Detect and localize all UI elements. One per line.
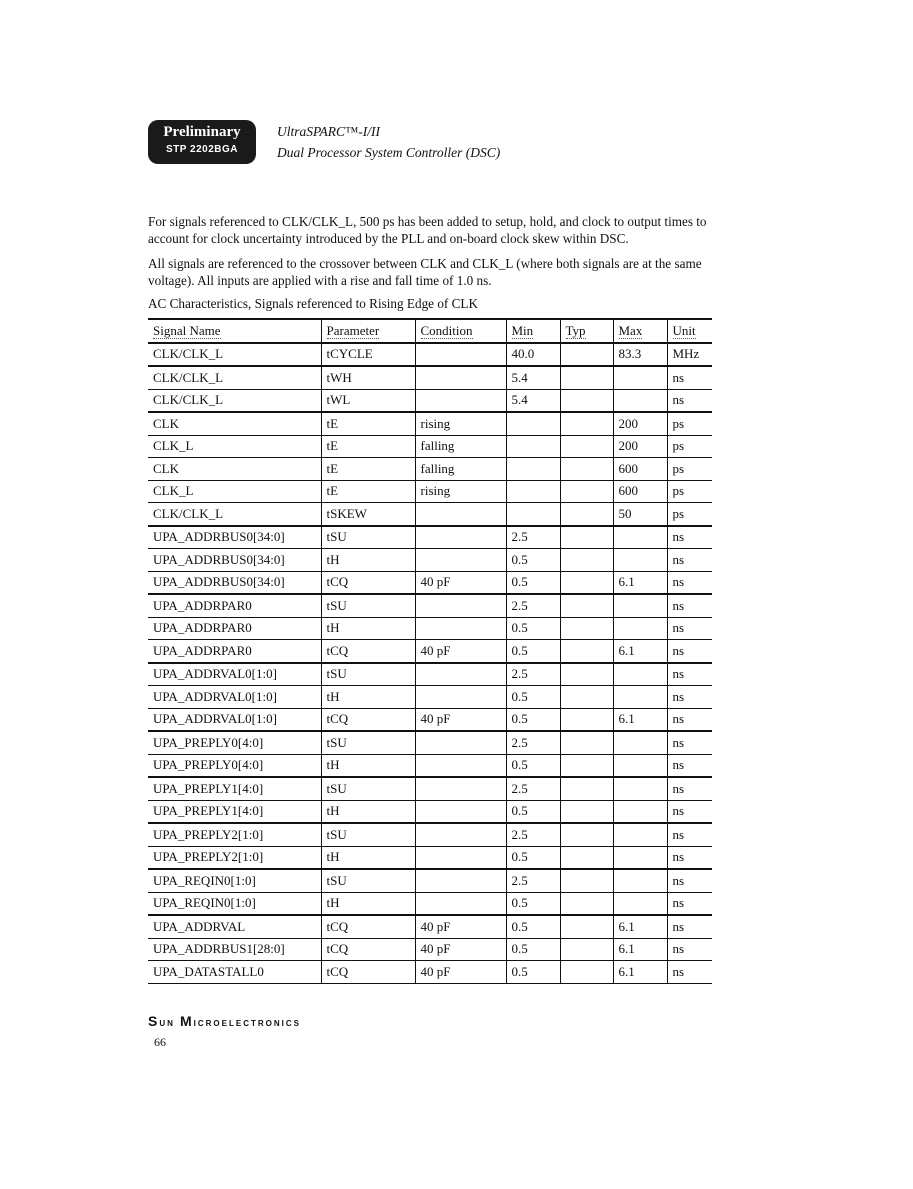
header-signal-name: Signal Name [148,319,321,343]
cell-parameter: tH [321,846,415,869]
cell-condition [415,549,506,572]
cell-signal-name: UPA_PREPLY0[4:0] [148,754,321,777]
cell-parameter: tCYCLE [321,343,415,367]
cell-parameter: tSU [321,663,415,686]
cell-typ [560,503,613,526]
cell-condition [415,526,506,549]
table-row [148,823,712,846]
cell-unit: ps [667,435,712,458]
cell-parameter: tE [321,458,415,481]
cell-unit: ns [667,686,712,709]
cell-signal-name: UPA_ADDRPAR0 [148,594,321,617]
cell-signal-name: UPA_PREPLY2[1:0] [148,846,321,869]
cell-min: 0.5 [506,640,560,663]
cell-parameter: tE [321,435,415,458]
cell-min: 0.5 [506,938,560,961]
cell-typ [560,846,613,869]
cell-min: 2.5 [506,869,560,892]
cell-parameter: tCQ [321,708,415,731]
cell-typ [560,617,613,640]
cell-unit: ns [667,961,712,984]
cell-signal-name: UPA_ADDRVAL0[1:0] [148,708,321,731]
cell-condition: 40 pF [415,708,506,731]
cell-max [613,594,667,617]
cell-min: 2.5 [506,526,560,549]
cell-max [613,869,667,892]
cell-signal-name: UPA_PREPLY1[4:0] [148,777,321,800]
cell-min: 2.5 [506,594,560,617]
cell-typ [560,686,613,709]
cell-typ [560,800,613,823]
cell-signal-name: UPA_ADDRPAR0 [148,640,321,663]
cell-min: 0.5 [506,617,560,640]
table-row [148,526,712,549]
cell-min: 2.5 [506,663,560,686]
cell-condition [415,777,506,800]
cell-unit: ns [667,777,712,800]
cell-condition [415,869,506,892]
cell-condition [415,343,506,367]
cell-condition [415,617,506,640]
cell-min [506,435,560,458]
table-row [148,503,712,526]
cell-parameter: tE [321,480,415,503]
cell-typ [560,412,613,435]
cell-typ [560,549,613,572]
cell-typ [560,938,613,961]
cell-max: 6.1 [613,961,667,984]
table-caption: AC Characteristics, Signals referenced to Rising Edge of CLK [148,296,478,311]
cell-min [506,412,560,435]
cell-unit: MHz [667,343,712,367]
table-row [148,366,712,389]
cell-parameter: tSU [321,526,415,549]
cell-unit: ns [667,846,712,869]
cell-unit: ns [667,594,712,617]
cell-unit: ns [667,526,712,549]
cell-signal-name: UPA_ADDRBUS0[34:0] [148,571,321,594]
header-parameter: Parameter [321,319,415,343]
cell-condition [415,389,506,412]
cell-signal-name: UPA_ADDRBUS1[28:0] [148,938,321,961]
cell-parameter: tSKEW [321,503,415,526]
table-row [148,663,712,686]
cell-typ [560,708,613,731]
table-row [148,938,712,961]
table-row [148,686,712,709]
header-max: Max [613,319,667,343]
cell-max: 6.1 [613,708,667,731]
badge-part-number: STP 2202BGA [165,144,238,155]
cell-max: 83.3 [613,343,667,367]
cell-max: 600 [613,458,667,481]
cell-typ [560,389,613,412]
footer-brand: Sun Microelectronics [148,1013,301,1029]
cell-typ [560,640,613,663]
cell-min: 0.5 [506,708,560,731]
cell-signal-name: CLK [148,458,321,481]
preliminary-badge [148,120,256,164]
cell-min: 0.5 [506,800,560,823]
cell-max [613,617,667,640]
cell-signal-name: UPA_REQIN0[1:0] [148,892,321,915]
cell-max [613,526,667,549]
cell-max: 6.1 [613,938,667,961]
cell-condition: falling [415,458,506,481]
table-row [148,846,712,869]
cell-unit: ps [667,503,712,526]
cell-unit: ns [667,389,712,412]
cell-unit: ns [667,869,712,892]
cell-unit: ns [667,800,712,823]
cell-parameter: tWL [321,389,415,412]
cell-max [613,892,667,915]
cell-max: 6.1 [613,915,667,938]
cell-condition: 40 pF [415,961,506,984]
cell-typ [560,915,613,938]
cell-unit: ns [667,731,712,754]
cell-parameter: tCQ [321,640,415,663]
cell-unit: ns [667,915,712,938]
cell-min: 2.5 [506,823,560,846]
cell-condition [415,800,506,823]
cell-parameter: tSU [321,869,415,892]
table-row [148,594,712,617]
cell-max [613,366,667,389]
cell-typ [560,480,613,503]
table-header-row [148,319,712,343]
cell-max [613,389,667,412]
cell-condition [415,731,506,754]
cell-typ [560,961,613,984]
table-row [148,754,712,777]
cell-typ [560,343,613,367]
cell-unit: ps [667,458,712,481]
cell-min: 0.5 [506,892,560,915]
cell-parameter: tH [321,686,415,709]
header-typ: Typ [560,319,613,343]
cell-min: 5.4 [506,389,560,412]
cell-unit: ps [667,412,712,435]
cell-signal-name: UPA_ADDRPAR0 [148,617,321,640]
cell-unit: ns [667,892,712,915]
cell-typ [560,526,613,549]
cell-parameter: tCQ [321,961,415,984]
cell-typ [560,663,613,686]
table-row [148,640,712,663]
cell-signal-name: CLK [148,412,321,435]
cell-parameter: tSU [321,731,415,754]
cell-parameter: tH [321,549,415,572]
table-row [148,731,712,754]
cell-parameter: tH [321,892,415,915]
cell-max [613,823,667,846]
cell-parameter: tCQ [321,571,415,594]
cell-max: 50 [613,503,667,526]
cell-min: 2.5 [506,777,560,800]
cell-signal-name: UPA_ADDRVAL0[1:0] [148,686,321,709]
cell-condition: 40 pF [415,640,506,663]
cell-condition [415,754,506,777]
cell-max [613,777,667,800]
cell-typ [560,731,613,754]
table-row [148,571,712,594]
cell-unit: ns [667,938,712,961]
cell-min [506,458,560,481]
cell-unit: ns [667,708,712,731]
cell-signal-name: CLK/CLK_L [148,343,321,367]
table-row [148,389,712,412]
cell-unit: ns [667,366,712,389]
cell-condition [415,892,506,915]
table-row [148,458,712,481]
cell-parameter: tH [321,754,415,777]
cell-condition: rising [415,412,506,435]
cell-max [613,549,667,572]
cell-min [506,480,560,503]
cell-signal-name: UPA_ADDRVAL [148,915,321,938]
cell-condition [415,663,506,686]
cell-parameter: tWH [321,366,415,389]
cell-max: 200 [613,435,667,458]
cell-parameter: tH [321,800,415,823]
cell-max [613,731,667,754]
cell-typ [560,366,613,389]
table-row [148,800,712,823]
cell-min [506,503,560,526]
cell-typ [560,435,613,458]
cell-typ [560,594,613,617]
cell-typ [560,458,613,481]
paragraph-crossover-note: All signals are referenced to the crossover between CLK and CLK_L (where both signals are at the same voltage). All inputs are applied with a rise and fall time of 1.0 ns. [148,256,702,288]
table-body [148,343,712,984]
cell-parameter: tE [321,412,415,435]
cell-condition [415,686,506,709]
cell-parameter: tSU [321,777,415,800]
cell-unit: ns [667,640,712,663]
cell-min: 0.5 [506,571,560,594]
cell-signal-name: CLK_L [148,480,321,503]
cell-max: 6.1 [613,640,667,663]
cell-max: 600 [613,480,667,503]
badge-status: Preliminary [163,124,241,140]
cell-condition: 40 pF [415,571,506,594]
header-min: Min [506,319,560,343]
cell-typ [560,754,613,777]
cell-max [613,800,667,823]
cell-condition [415,823,506,846]
cell-signal-name: UPA_PREPLY1[4:0] [148,800,321,823]
cell-condition: rising [415,480,506,503]
cell-parameter: tSU [321,594,415,617]
cell-signal-name: CLK/CLK_L [148,389,321,412]
cell-parameter: tCQ [321,938,415,961]
paragraph-clk-note: For signals referenced to CLK/CLK_L, 500 ps has been added to setup, hold, and clock to output times to account for clock uncertainty introduced by the PLL and on-board clock skew within DSC. [148,214,707,246]
table-row [148,915,712,938]
cell-max [613,686,667,709]
cell-min: 0.5 [506,846,560,869]
cell-max: 6.1 [613,571,667,594]
table-row [148,777,712,800]
table-row [148,412,712,435]
cell-min: 40.0 [506,343,560,367]
cell-unit: ns [667,617,712,640]
cell-condition [415,366,506,389]
document-title [277,121,500,163]
cell-signal-name: UPA_ADDRVAL0[1:0] [148,663,321,686]
cell-signal-name: UPA_REQIN0[1:0] [148,869,321,892]
cell-condition [415,846,506,869]
title-line-2: Dual Processor System Controller (DSC) [277,145,501,160]
cell-condition: 40 pF [415,915,506,938]
cell-typ [560,869,613,892]
cell-unit: ns [667,754,712,777]
table-row [148,869,712,892]
cell-unit: ns [667,823,712,846]
cell-min: 0.5 [506,549,560,572]
cell-signal-name: UPA_ADDRBUS0[34:0] [148,526,321,549]
cell-condition: 40 pF [415,938,506,961]
cell-unit: ns [667,571,712,594]
cell-signal-name: CLK_L [148,435,321,458]
cell-min: 2.5 [506,731,560,754]
cell-max [613,846,667,869]
cell-signal-name: CLK/CLK_L [148,503,321,526]
cell-signal-name: UPA_PREPLY0[4:0] [148,731,321,754]
table-row [148,343,712,367]
cell-max: 200 [613,412,667,435]
cell-min: 0.5 [506,754,560,777]
cell-typ [560,892,613,915]
table-row [148,961,712,984]
table-row [148,480,712,503]
cell-typ [560,823,613,846]
cell-min: 0.5 [506,961,560,984]
cell-condition [415,594,506,617]
header-condition: Condition [415,319,506,343]
cell-parameter: tCQ [321,915,415,938]
table-row [148,435,712,458]
cell-signal-name: CLK/CLK_L [148,366,321,389]
cell-signal-name: UPA_PREPLY2[1:0] [148,823,321,846]
cell-max [613,663,667,686]
table-row [148,708,712,731]
title-line-1: UltraSPARC™-I/II [277,124,380,139]
cell-typ [560,777,613,800]
cell-max [613,754,667,777]
cell-min: 5.4 [506,366,560,389]
cell-unit: ns [667,549,712,572]
cell-unit: ps [667,480,712,503]
header-unit: Unit [667,319,712,343]
table-row [148,892,712,915]
ac-characteristics-table [148,318,712,984]
cell-condition: falling [415,435,506,458]
cell-signal-name: UPA_ADDRBUS0[34:0] [148,549,321,572]
cell-condition [415,503,506,526]
cell-signal-name: UPA_DATASTALL0 [148,961,321,984]
cell-min: 0.5 [506,686,560,709]
table-row [148,549,712,572]
cell-parameter: tH [321,617,415,640]
page-number: 66 [154,1035,166,1049]
table-row [148,617,712,640]
cell-typ [560,571,613,594]
cell-parameter: tSU [321,823,415,846]
cell-min: 0.5 [506,915,560,938]
cell-unit: ns [667,663,712,686]
